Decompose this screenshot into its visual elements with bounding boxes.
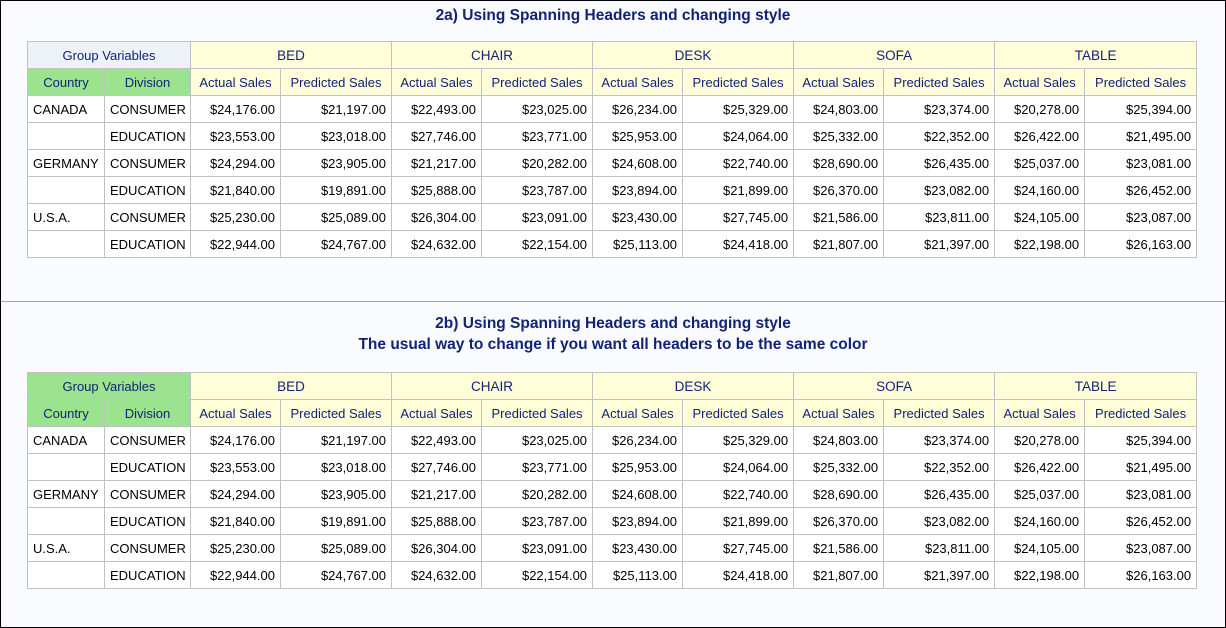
sales-value-cell: $21,807.00 [794,562,884,589]
report-b-table [27,372,1197,589]
actual-sales-header: Actual Sales [191,400,281,427]
sales-value-cell: $22,740.00 [683,150,794,177]
sales-value-cell: $24,767.00 [281,231,392,258]
sales-value-cell: $26,370.00 [794,508,884,535]
sales-value-cell: $23,771.00 [482,454,593,481]
actual-sales-header: Actual Sales [392,69,482,96]
table-row [28,96,1197,123]
report-a-table [27,41,1197,258]
sales-value-cell: $20,282.00 [482,481,593,508]
sales-value-cell: $25,394.00 [1085,427,1197,454]
sales-value-cell: $26,304.00 [392,204,482,231]
sales-value-cell: $20,278.00 [995,96,1085,123]
sales-value-cell: $25,113.00 [593,231,683,258]
product-header-chair: CHAIR [392,373,593,400]
sales-value-cell: $22,198.00 [995,562,1085,589]
sales-value-cell: $24,418.00 [683,562,794,589]
sales-value-cell: $23,082.00 [884,508,995,535]
sales-value-cell: $24,176.00 [191,96,281,123]
division-cell: EDUCATION [105,231,191,258]
division-cell: CONSUMER [105,96,191,123]
country-cell: GERMANY [28,150,105,177]
predicted-sales-header: Predicted Sales [281,69,392,96]
sales-value-cell: $22,154.00 [482,562,593,589]
country-header: Country [28,69,105,96]
country-cell [28,231,105,258]
sales-value-cell: $23,553.00 [191,454,281,481]
table-row [28,508,1197,535]
sales-value-cell: $25,394.00 [1085,96,1197,123]
spanning-header-row [28,42,1197,69]
country-cell: GERMANY [28,481,105,508]
sales-value-cell: $21,217.00 [392,150,482,177]
product-header-sofa: SOFA [794,42,995,69]
division-cell: CONSUMER [105,204,191,231]
sales-value-cell: $26,435.00 [884,481,995,508]
sales-value-cell: $21,840.00 [191,177,281,204]
sales-value-cell: $22,493.00 [392,96,482,123]
product-header-table: TABLE [995,42,1197,69]
sales-value-cell: $23,787.00 [482,177,593,204]
sales-value-cell: $19,891.00 [281,177,392,204]
group-variables-header: Group Variables [28,373,191,400]
division-cell: EDUCATION [105,454,191,481]
division-cell: EDUCATION [105,123,191,150]
country-cell [28,123,105,150]
sales-value-cell: $23,905.00 [281,150,392,177]
sales-value-cell: $24,632.00 [392,562,482,589]
product-header-desk: DESK [593,42,794,69]
sales-value-cell: $24,767.00 [281,562,392,589]
division-header: Division [105,69,191,96]
sales-value-cell: $23,374.00 [884,96,995,123]
sales-value-cell: $24,176.00 [191,427,281,454]
sales-value-cell: $25,037.00 [995,481,1085,508]
sales-value-cell: $24,632.00 [392,231,482,258]
division-cell: EDUCATION [105,177,191,204]
sales-value-cell: $21,197.00 [281,96,392,123]
sales-value-cell: $23,905.00 [281,481,392,508]
sales-value-cell: $26,234.00 [593,427,683,454]
sales-value-cell: $23,087.00 [1085,535,1197,562]
sales-value-cell: $25,230.00 [191,535,281,562]
division-cell: CONSUMER [105,535,191,562]
sales-value-cell: $28,690.00 [794,150,884,177]
sales-value-cell: $26,452.00 [1085,508,1197,535]
sales-value-cell: $22,198.00 [995,231,1085,258]
sales-value-cell: $25,332.00 [794,454,884,481]
sales-value-cell: $26,163.00 [1085,562,1197,589]
sales-value-cell: $25,888.00 [392,177,482,204]
table-row [28,427,1197,454]
country-cell [28,562,105,589]
sales-value-cell: $26,435.00 [884,150,995,177]
sales-value-cell: $21,197.00 [281,427,392,454]
sales-value-cell: $24,803.00 [794,427,884,454]
sales-value-cell: $25,230.00 [191,204,281,231]
sales-value-cell: $27,745.00 [683,535,794,562]
sales-value-cell: $23,018.00 [281,123,392,150]
predicted-sales-header: Predicted Sales [281,400,392,427]
sales-value-cell: $23,811.00 [884,204,995,231]
sales-value-cell: $23,430.00 [593,204,683,231]
product-header-desk: DESK [593,373,794,400]
sales-value-cell: $21,899.00 [683,508,794,535]
sales-value-cell: $21,586.00 [794,535,884,562]
sales-value-cell: $25,332.00 [794,123,884,150]
sales-value-cell: $23,894.00 [593,508,683,535]
table-row [28,150,1197,177]
predicted-sales-header: Predicted Sales [884,400,995,427]
sales-value-cell: $22,352.00 [884,123,995,150]
sales-value-cell: $26,452.00 [1085,177,1197,204]
sales-value-cell: $22,154.00 [482,231,593,258]
sales-value-cell: $25,089.00 [281,535,392,562]
sales-value-cell: $25,089.00 [281,204,392,231]
sales-value-cell: $27,746.00 [392,454,482,481]
sales-value-cell: $27,745.00 [683,204,794,231]
sales-value-cell: $22,944.00 [191,562,281,589]
sales-value-cell: $23,374.00 [884,427,995,454]
sales-value-cell: $24,294.00 [191,150,281,177]
predicted-sales-header: Predicted Sales [482,400,593,427]
actual-sales-header: Actual Sales [392,400,482,427]
sales-value-cell: $27,746.00 [392,123,482,150]
sales-value-cell: $25,037.00 [995,150,1085,177]
sales-value-cell: $23,018.00 [281,454,392,481]
predicted-sales-header: Predicted Sales [683,400,794,427]
product-header-bed: BED [191,373,392,400]
sales-value-cell: $23,811.00 [884,535,995,562]
sales-value-cell: $21,397.00 [884,562,995,589]
division-cell: EDUCATION [105,562,191,589]
sales-value-cell: $21,397.00 [884,231,995,258]
predicted-sales-header: Predicted Sales [482,69,593,96]
table-row [28,454,1197,481]
country-cell: U.S.A. [28,535,105,562]
sales-value-cell: $22,493.00 [392,427,482,454]
division-cell: CONSUMER [105,481,191,508]
table-row [28,204,1197,231]
column-header-row [28,400,1197,427]
table-row [28,231,1197,258]
column-header-row [28,69,1197,96]
sales-value-cell: $21,495.00 [1085,454,1197,481]
sales-value-cell: $21,495.00 [1085,123,1197,150]
report-section-a [1,1,1225,301]
product-header-table: TABLE [995,373,1197,400]
sales-value-cell: $21,840.00 [191,508,281,535]
product-header-chair: CHAIR [392,42,593,69]
sales-value-cell: $23,553.00 [191,123,281,150]
sales-value-cell: $28,690.00 [794,481,884,508]
sales-value-cell: $20,278.00 [995,427,1085,454]
sales-value-cell: $25,113.00 [593,562,683,589]
sales-value-cell: $25,953.00 [593,454,683,481]
group-variables-header: Group Variables [28,42,191,69]
division-cell: CONSUMER [105,427,191,454]
sales-value-cell: $24,160.00 [995,177,1085,204]
sales-value-cell: $23,087.00 [1085,204,1197,231]
report-a-title: 2a) Using Spanning Headers and changing style [435,7,791,24]
country-cell [28,177,105,204]
sales-value-cell: $22,944.00 [191,231,281,258]
sales-value-cell: $19,891.00 [281,508,392,535]
sales-value-cell: $24,105.00 [995,204,1085,231]
sales-value-cell: $21,586.00 [794,204,884,231]
sales-value-cell: $26,163.00 [1085,231,1197,258]
sales-value-cell: $25,888.00 [392,508,482,535]
table-row [28,177,1197,204]
actual-sales-header: Actual Sales [794,69,884,96]
country-cell [28,454,105,481]
sales-value-cell: $24,294.00 [191,481,281,508]
sales-value-cell: $23,771.00 [482,123,593,150]
table-row [28,535,1197,562]
actual-sales-header: Actual Sales [593,400,683,427]
sales-value-cell: $24,064.00 [683,123,794,150]
actual-sales-header: Actual Sales [995,400,1085,427]
predicted-sales-header: Predicted Sales [1085,69,1197,96]
sales-value-cell: $24,608.00 [593,481,683,508]
sales-value-cell: $23,025.00 [482,427,593,454]
predicted-sales-header: Predicted Sales [683,69,794,96]
sales-value-cell: $22,352.00 [884,454,995,481]
sales-value-cell: $23,091.00 [482,204,593,231]
sales-value-cell: $24,418.00 [683,231,794,258]
actual-sales-header: Actual Sales [995,69,1085,96]
sales-value-cell: $26,422.00 [995,123,1085,150]
division-cell: CONSUMER [105,150,191,177]
sales-value-cell: $25,329.00 [683,427,794,454]
sales-value-cell: $20,282.00 [482,150,593,177]
sales-value-cell: $23,025.00 [482,96,593,123]
sales-value-cell: $23,082.00 [884,177,995,204]
sales-value-cell: $23,091.00 [482,535,593,562]
actual-sales-header: Actual Sales [593,69,683,96]
actual-sales-header: Actual Sales [191,69,281,96]
country-cell: CANADA [28,96,105,123]
sales-value-cell: $24,803.00 [794,96,884,123]
sales-value-cell: $24,105.00 [995,535,1085,562]
sales-value-cell: $21,217.00 [392,481,482,508]
sales-value-cell: $24,608.00 [593,150,683,177]
product-header-bed: BED [191,42,392,69]
product-header-sofa: SOFA [794,373,995,400]
sales-value-cell: $21,899.00 [683,177,794,204]
predicted-sales-header: Predicted Sales [1085,400,1197,427]
sales-value-cell: $24,064.00 [683,454,794,481]
actual-sales-header: Actual Sales [794,400,884,427]
division-cell: EDUCATION [105,508,191,535]
sales-value-cell: $21,807.00 [794,231,884,258]
report-b-title: 2b) Using Spanning Headers and changing style [435,315,791,332]
report-b-subtitle: The usual way to change if you want all headers to be the same color [358,336,868,353]
sales-value-cell: $26,422.00 [995,454,1085,481]
sales-value-cell: $25,329.00 [683,96,794,123]
sales-value-cell: $26,304.00 [392,535,482,562]
sales-value-cell: $23,787.00 [482,508,593,535]
table-row [28,123,1197,150]
sales-value-cell: $25,953.00 [593,123,683,150]
division-header: Division [105,400,191,427]
country-cell: U.S.A. [28,204,105,231]
sales-value-cell: $22,740.00 [683,481,794,508]
country-cell: CANADA [28,427,105,454]
sales-value-cell: $26,234.00 [593,96,683,123]
sales-value-cell: $26,370.00 [794,177,884,204]
sales-value-cell: $23,894.00 [593,177,683,204]
sales-value-cell: $23,081.00 [1085,150,1197,177]
sales-value-cell: $23,430.00 [593,535,683,562]
spanning-header-row [28,373,1197,400]
country-header: Country [28,400,105,427]
sales-value-cell: $24,160.00 [995,508,1085,535]
table-row [28,562,1197,589]
predicted-sales-header: Predicted Sales [884,69,995,96]
country-cell [28,508,105,535]
report-section-b [1,301,1225,628]
sales-value-cell: $23,081.00 [1085,481,1197,508]
table-row [28,481,1197,508]
